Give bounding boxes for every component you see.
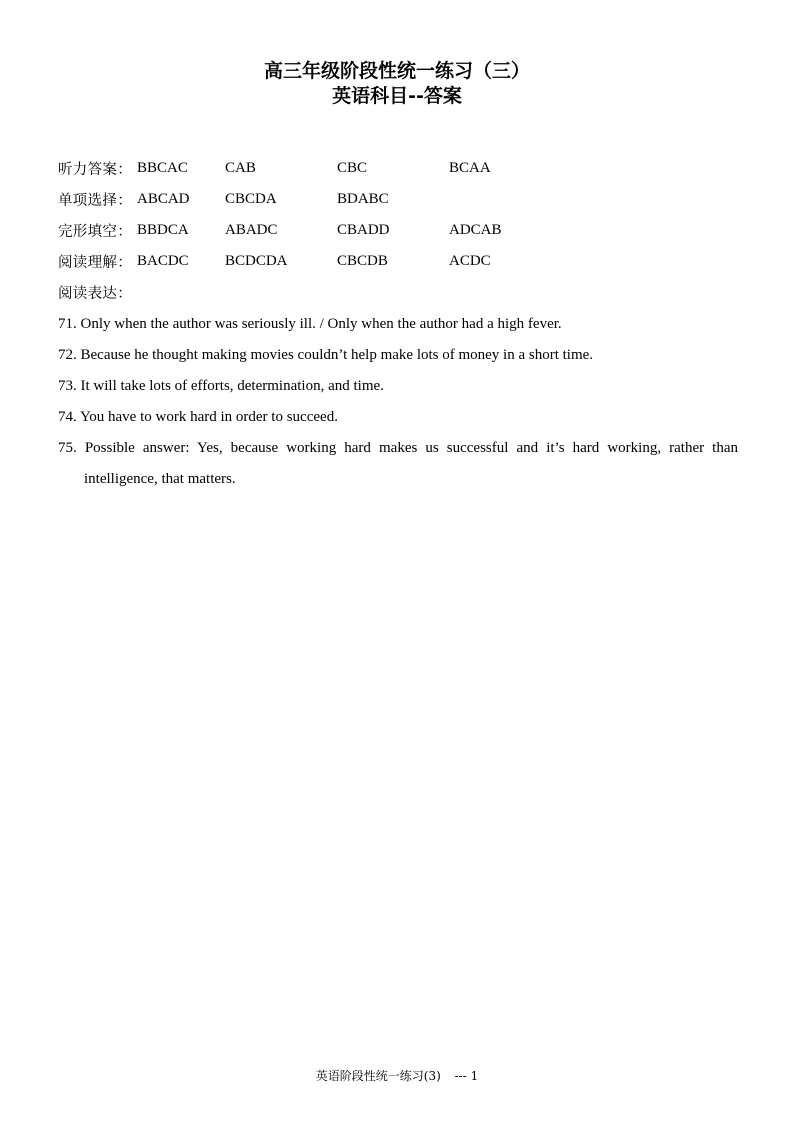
answer-item-72: 72. Because he thought making movies couldn’t help make lots of money in a short time. [58,347,594,363]
answer-item-74: 74. You have to work hard in order to succeed. [58,409,338,425]
answer-row-listening [58,153,748,184]
answer-group: CBCDB [337,253,388,269]
answer-group: CBC [337,160,368,176]
answer-group: BBCAC [137,160,188,176]
footer-text: 英语阶段性统一练习(3) [315,1069,441,1083]
answer-row-label: 完形填空： [58,224,132,240]
answer-row-label: 阅读理解： [58,255,132,271]
answer-key-table [58,153,748,308]
answer-group: BCAA [449,160,491,176]
answer-group: CBADD [337,222,390,238]
answer-group: BACDC [137,253,189,269]
answer-row-reading-expression [58,277,748,308]
answer-row-reading [58,246,748,277]
answer-group: ABADC [225,222,278,238]
answer-row-label: 听力答案： [58,162,132,178]
answer-group: ADCAB [449,222,502,238]
answer-row-single-choice [58,184,748,215]
answer-item-73: 73. It will take lots of efforts, determination, and time. [58,378,384,394]
page-subtitle: 英语科目--答案 [332,85,462,107]
answer-group: BCDCDA [225,253,288,269]
answer-group: ABCAD [137,191,190,207]
page-footer [0,1067,794,1084]
answer-group: CAB [225,160,256,176]
answer-row-label: 单项选择： [58,193,132,209]
answer-item-75: 75. Possible answer: Yes, because working hard makes us successful and it’s hard working, rather than intelligence, that matters. [58,440,738,487]
answer-group: CBCDA [225,191,277,207]
answer-group: BBDCA [137,222,189,238]
answer-row-cloze [58,215,748,246]
reading-expression-answers [58,309,738,495]
page-number: --- 1 [454,1069,479,1083]
answer-group: BDABC [337,191,389,207]
answer-row-label: 阅读表达： [58,286,132,302]
answer-group: ACDC [449,253,491,269]
answer-item-71: 71. Only when the author was seriously ill. / Only when the author had a high fever. [58,316,562,332]
page-title: 高三年级阶段性统一练习（三） [263,60,530,82]
